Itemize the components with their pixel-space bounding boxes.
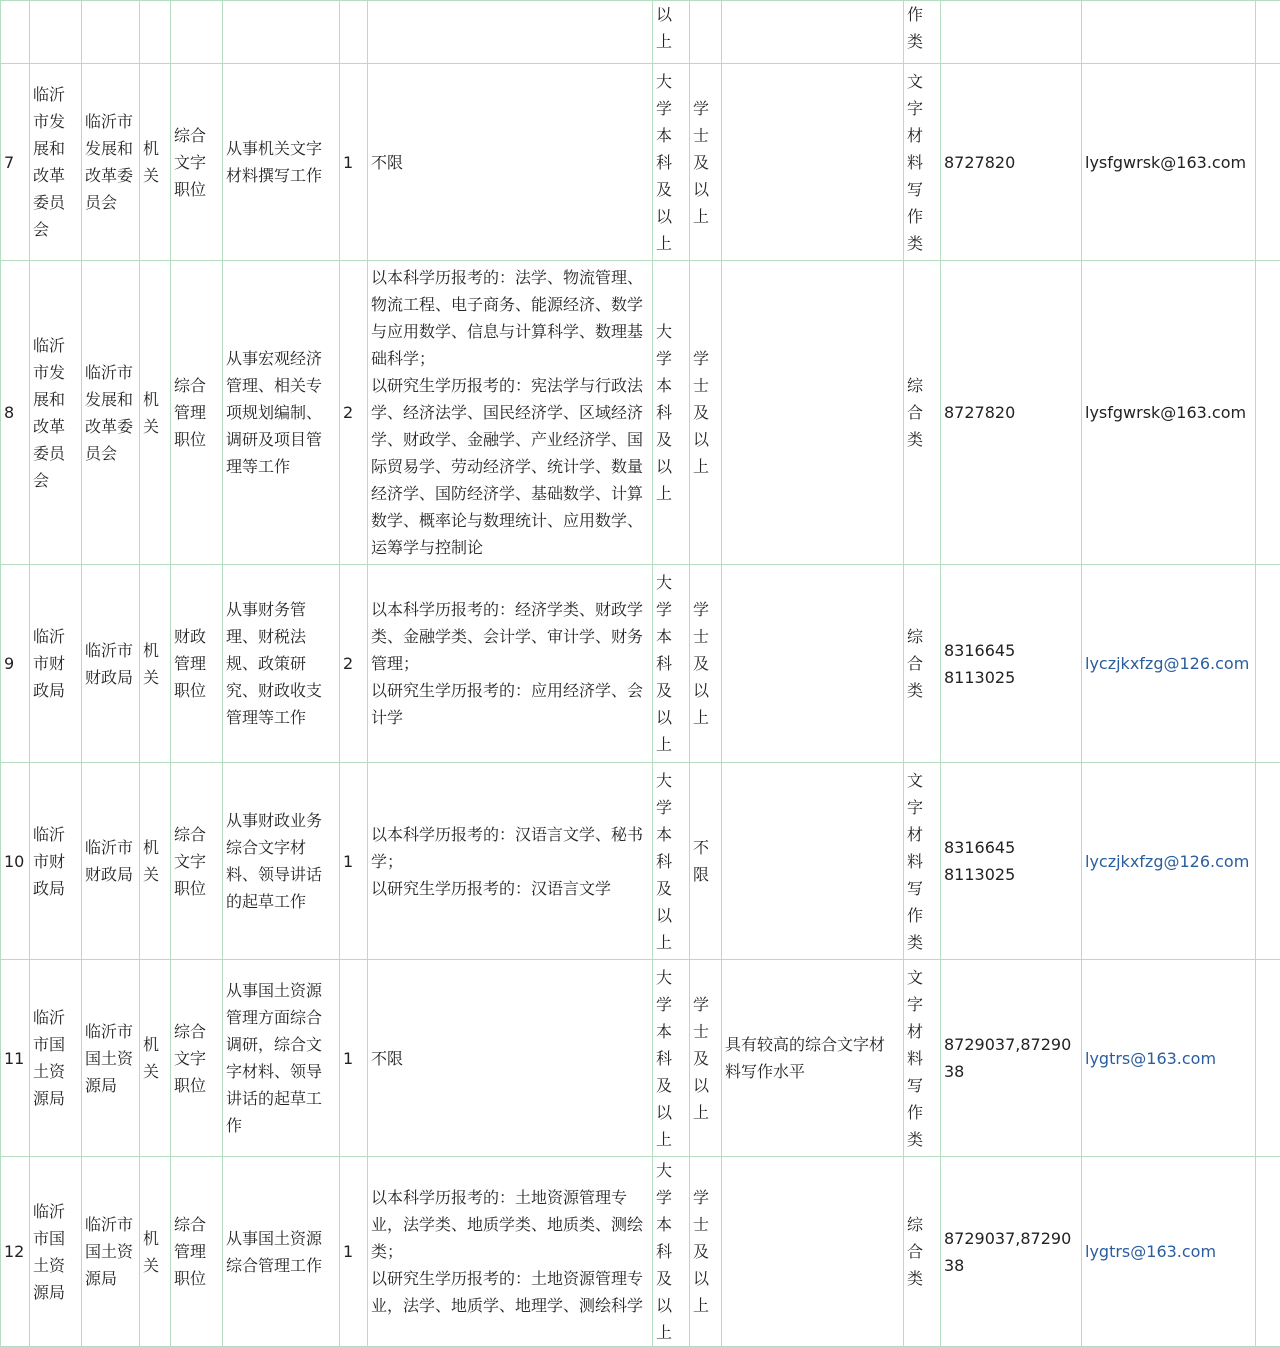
- cell-dept: 临沂市财政局: [30, 763, 82, 960]
- cell-position: [171, 1, 223, 64]
- cell-education: 大学本科及以上: [653, 763, 690, 960]
- cell-other: [722, 64, 904, 261]
- cell-extra: [1256, 763, 1280, 960]
- table-row: [1, 1157, 1280, 1347]
- cell-phone: 8727820: [941, 64, 1082, 261]
- cell-type: 机关: [140, 763, 171, 960]
- cell-position: 财政管理职位: [171, 565, 223, 763]
- email-link[interactable]: lygtrs@163.com: [1085, 1049, 1216, 1068]
- email-link[interactable]: lyczjkxfzg@126.com: [1085, 852, 1249, 871]
- cell-major: 以本科学历报考的：经济学类、财政学类、金融学类、会计学、审计学、财务管理； 以研究生学历报考的：应用经济学、会计学: [368, 565, 653, 763]
- cell-category: 文字材料写作类: [904, 64, 941, 261]
- table-row: [1, 261, 1280, 565]
- cell-no: 8: [1, 261, 30, 565]
- cell-education: 以上: [653, 1, 690, 64]
- cell-phone: 8316645 8113025: [941, 763, 1082, 960]
- cell-no: 9: [1, 565, 30, 763]
- cell-duty: 从事机关文字材料撰写工作: [223, 64, 340, 261]
- cell-degree: 不限: [690, 763, 722, 960]
- cell-unit: [82, 1, 140, 64]
- cell-category: 文字材料写作类: [904, 763, 941, 960]
- cell-unit: 临沂市国土资源局: [82, 960, 140, 1157]
- cell-email: [1082, 763, 1256, 960]
- cell-category: 综合类: [904, 565, 941, 763]
- table-row-partial: [1, 1, 1280, 64]
- cell-extra: [1256, 960, 1280, 1157]
- cell-education: 大学本科及以上: [653, 1157, 690, 1347]
- cell-phone: [941, 1, 1082, 64]
- cell-phone: 8729037,8729038: [941, 960, 1082, 1157]
- email-link: lysfgwrsk@163.com: [1085, 153, 1246, 172]
- cell-duty: 从事财务管理、财税法规、政策研究、财政收支管理等工作: [223, 565, 340, 763]
- table-row: [1, 763, 1280, 960]
- cell-type: 机关: [140, 1157, 171, 1347]
- cell-other: [722, 565, 904, 763]
- cell-position: 综合文字职位: [171, 763, 223, 960]
- cell-degree: 学士及以上: [690, 261, 722, 565]
- cell-major: 不限: [368, 64, 653, 261]
- cell-position: 综合文字职位: [171, 64, 223, 261]
- cell-type: 机关: [140, 64, 171, 261]
- cell-extra: [1256, 64, 1280, 261]
- cell-unit: 临沂市发展和改革委员会: [82, 261, 140, 565]
- cell-degree: 学士及以上: [690, 960, 722, 1157]
- cell-category: 综合类: [904, 1157, 941, 1347]
- cell-duty: 从事财政业务综合文字材料、领导讲话的起草工作: [223, 763, 340, 960]
- cell-no: 7: [1, 64, 30, 261]
- cell-unit: 临沂市财政局: [82, 763, 140, 960]
- table-row: [1, 64, 1280, 261]
- cell-degree: [690, 1, 722, 64]
- cell-no: 10: [1, 763, 30, 960]
- cell-dept: 临沂市国土资源局: [30, 960, 82, 1157]
- table-row: [1, 565, 1280, 763]
- cell-count: 1: [340, 64, 368, 261]
- cell-count: 1: [340, 1157, 368, 1347]
- cell-extra: [1256, 261, 1280, 565]
- cell-dept: 临沂市发展和改革委员会: [30, 64, 82, 261]
- cell-type: 机关: [140, 565, 171, 763]
- cell-other: [722, 763, 904, 960]
- cell-major: 不限: [368, 960, 653, 1157]
- cell-unit: 临沂市财政局: [82, 565, 140, 763]
- cell-degree: 学士及以上: [690, 1157, 722, 1347]
- table-row: [1, 960, 1280, 1157]
- cell-email: [1082, 261, 1256, 565]
- cell-other: [722, 1157, 904, 1347]
- cell-duty: [223, 1, 340, 64]
- cell-duty: 从事国土资源管理方面综合调研，综合文字材料、领导讲话的起草工作: [223, 960, 340, 1157]
- cell-category: 文字材料写作类: [904, 960, 941, 1157]
- cell-count: 1: [340, 960, 368, 1157]
- cell-duty: 从事宏观经济管理、相关专项规划编制、调研及项目管理等工作: [223, 261, 340, 565]
- cell-degree: 学士及以上: [690, 565, 722, 763]
- cell-unit: 临沂市发展和改革委员会: [82, 64, 140, 261]
- cell-extra: [1256, 565, 1280, 763]
- email-link[interactable]: lygtrs@163.com: [1085, 1242, 1216, 1261]
- cell-major: 以本科学历报考的：法学、物流管理、物流工程、电子商务、能源经济、数学与应用数学、信息与计算科学、数理基础科学； 以研究生学历报考的：宪法学与行政法学、经济法学、国民经济学、区域经济学、财政学、金融学、产业经济学、国际贸易学、劳动经济学、统计学、数量经济学、国防经济学、基础数学、计算数学、概率论与数理统计、应用数学、运筹学与控制论: [368, 261, 653, 565]
- cell-unit: 临沂市国土资源局: [82, 1157, 140, 1347]
- cell-no: [1, 1, 30, 64]
- cell-no: 12: [1, 1157, 30, 1347]
- cell-extra: [1256, 1, 1280, 64]
- cell-other: [722, 261, 904, 565]
- cell-count: 1: [340, 763, 368, 960]
- cell-education: 大学本科及以上: [653, 261, 690, 565]
- cell-degree: 学士及以上: [690, 64, 722, 261]
- cell-email: [1082, 64, 1256, 261]
- cell-education: 大学本科及以上: [653, 565, 690, 763]
- cell-email: [1082, 1, 1256, 64]
- cell-type: 机关: [140, 261, 171, 565]
- cell-type: [140, 1, 171, 64]
- cell-category: 作类: [904, 1, 941, 64]
- cell-education: 大学本科及以上: [653, 960, 690, 1157]
- cell-type: 机关: [140, 960, 171, 1157]
- cell-extra: [1256, 1157, 1280, 1347]
- cell-email: [1082, 1157, 1256, 1347]
- cell-major: 以本科学历报考的：土地资源管理专业，法学类、地质学类、地质类、测绘类； 以研究生学历报考的：土地资源管理专业，法学、地质学、地理学、测绘科学: [368, 1157, 653, 1347]
- cell-no: 11: [1, 960, 30, 1157]
- cell-email: [1082, 960, 1256, 1157]
- cell-phone: 8729037,8729038: [941, 1157, 1082, 1347]
- cell-position: 综合管理职位: [171, 1157, 223, 1347]
- cell-position: 综合文字职位: [171, 960, 223, 1157]
- email-link[interactable]: lyczjkxfzg@126.com: [1085, 654, 1249, 673]
- cell-count: [340, 1, 368, 64]
- cell-dept: [30, 1, 82, 64]
- cell-other: [722, 1, 904, 64]
- cell-phone: 8727820: [941, 261, 1082, 565]
- cell-duty: 从事国土资源综合管理工作: [223, 1157, 340, 1347]
- cell-count: 2: [340, 565, 368, 763]
- cell-major: 以本科学历报考的：汉语言文学、秘书学； 以研究生学历报考的：汉语言文学: [368, 763, 653, 960]
- cell-other: 具有较高的综合文字材料写作水平: [722, 960, 904, 1157]
- cell-dept: 临沂市发展和改革委员会: [30, 261, 82, 565]
- cell-category: 综合类: [904, 261, 941, 565]
- email-link: lysfgwrsk@163.com: [1085, 403, 1246, 422]
- cell-position: 综合管理职位: [171, 261, 223, 565]
- cell-education: 大学本科及以上: [653, 64, 690, 261]
- cell-phone: 8316645 8113025: [941, 565, 1082, 763]
- cell-major: [368, 1, 653, 64]
- cell-dept: 临沂市国土资源局: [30, 1157, 82, 1347]
- cell-dept: 临沂市财政局: [30, 565, 82, 763]
- cell-count: 2: [340, 261, 368, 565]
- cell-email: [1082, 565, 1256, 763]
